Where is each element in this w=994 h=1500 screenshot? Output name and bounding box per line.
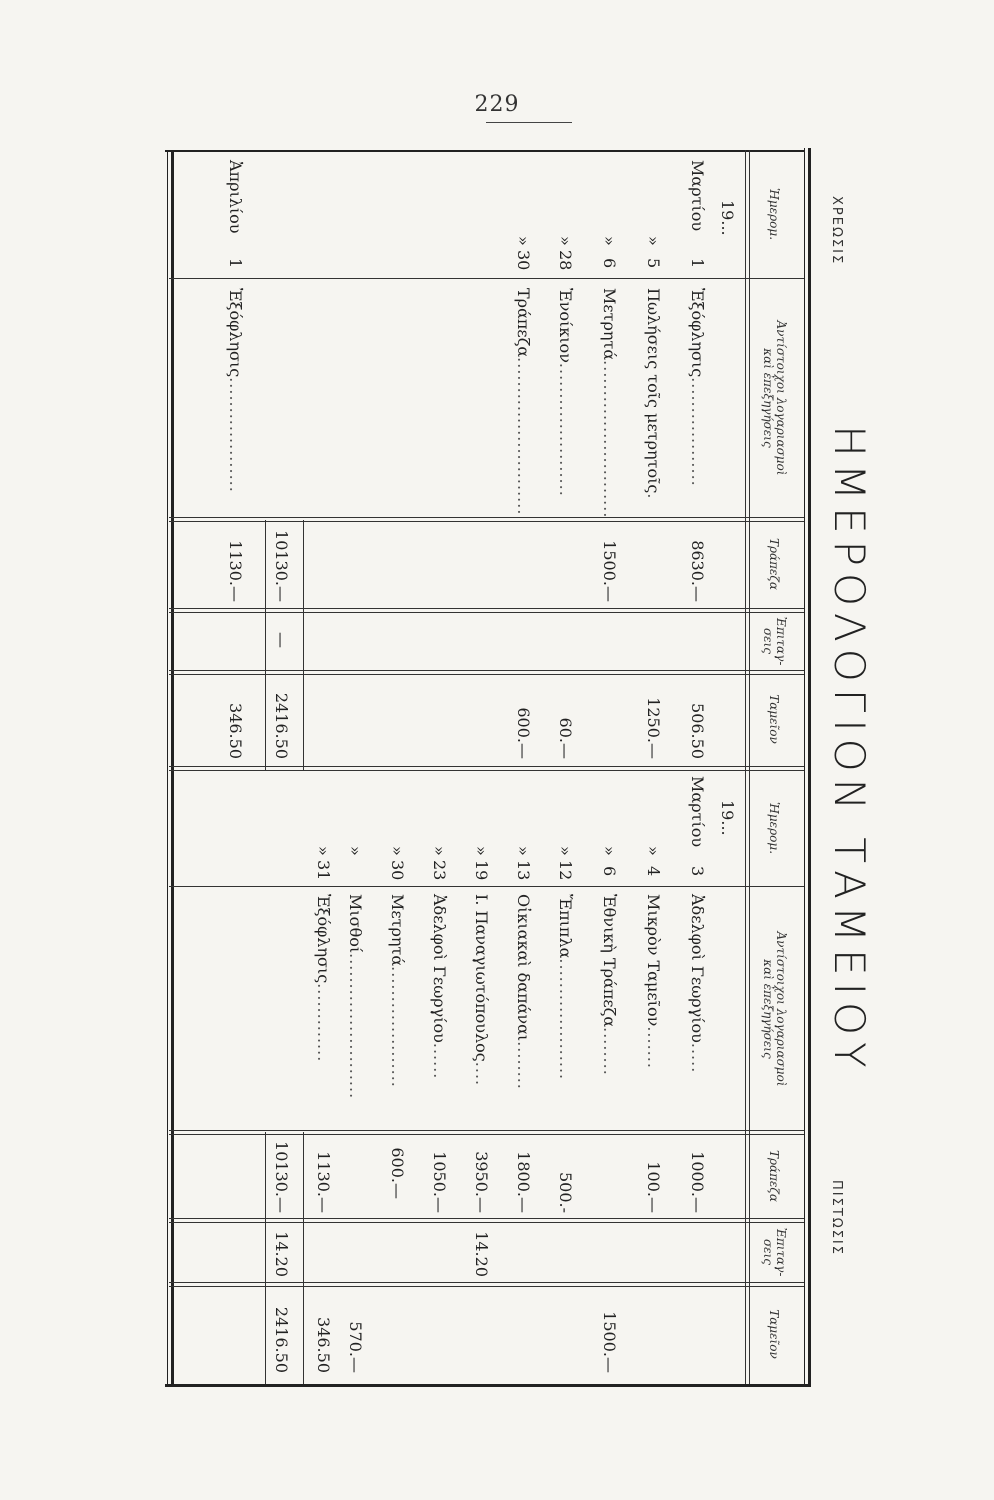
credit-header-cheques-line1: Ἐπιταγ- [774, 1227, 788, 1277]
credit-row-text: Οἰκιακαὶ δαπάναι........ [514, 894, 533, 1090]
credit-header-bank: Τράπεζα [767, 1149, 782, 1203]
debit-year: 19... [718, 200, 737, 236]
credit-header-cash: Ταμεῖον [767, 1309, 782, 1359]
credit-total-cheques: 14.20 [272, 1231, 291, 1277]
debit-header-cheques-line1: Ἐπιταγ- [774, 616, 788, 666]
debit-header-bank: Τράπεζα [767, 537, 782, 591]
debit-row-bank: 1500.— [600, 540, 619, 602]
debit-row-day: 30 [514, 250, 533, 271]
debit-total-rule [265, 520, 266, 770]
credit-row-month: » [346, 846, 365, 856]
credit-year: 19... [718, 800, 737, 836]
credit-row-day: 3 [688, 866, 707, 877]
debit-row-month: Μαρτίου [688, 160, 707, 232]
ledger-title: ΗΜΕΡΟΛΟΓΙΟΝ ΤΑΜΕΙΟΥ [825, 425, 874, 1075]
credit-row-day: 19 [472, 860, 491, 881]
credit-row-month: » [600, 846, 619, 856]
frame-bottom-rule-thin [167, 150, 168, 1386]
credit-row-month: » [430, 846, 449, 856]
credit-date-divider [169, 886, 804, 887]
debit-carry-month: Ἀπριλίου [226, 160, 245, 234]
credit-row-cash: 570.— [346, 1321, 365, 1373]
credit-row-day: 4 [644, 866, 663, 877]
credit-row-text: Ἐθνικὴ Τράπεζα........ [600, 894, 619, 1076]
debit-row-day: 28 [556, 250, 575, 271]
credit-header-cheques-line2: σεις [761, 1238, 775, 1266]
credit-row-text: Ἐξόφλησις............. [314, 894, 333, 1063]
credit-row-text: Ἀδελφοὶ Γεωργίου...... [430, 894, 449, 1080]
debit-header-account-line2: καὶ ἐπεξηγήσεις [761, 348, 775, 448]
credit-header-account-line2: καὶ ἐπεξηγήσεις [761, 959, 775, 1059]
debit-total-cash: 2416.50 [272, 692, 291, 759]
debit-row-month: » [644, 236, 663, 246]
debit-header-cheques-line2: σεις [761, 627, 775, 655]
credit-subtotal-rule [303, 1132, 304, 1384]
credit-header-cheques [750, 1223, 798, 1281]
credit-total-bank: 10130.— [272, 1141, 291, 1213]
credit-row-bank: 1050.— [430, 1151, 449, 1213]
frame-top-rule-thin [804, 148, 805, 1386]
debit-row-bank: 8630.— [688, 540, 707, 602]
credit-total-rule [265, 1132, 266, 1384]
debit-row-month: » [600, 236, 619, 246]
debit-row-cash: 600.— [514, 707, 533, 759]
debit-subtotal-rule [303, 520, 304, 770]
credit-row-month: » [388, 846, 407, 856]
debit-carry-day: 1 [226, 258, 245, 269]
credit-side-label: ΠΙΣΤΩΣΙΣ [829, 1180, 844, 1256]
credit-row-day: 6 [600, 866, 619, 877]
credit-row-bank: 100.— [644, 1161, 663, 1213]
credit-row-cheques: 14.20 [472, 1231, 491, 1277]
credit-row-day: 31 [314, 860, 333, 881]
debit-row-cash: 1250.— [644, 697, 663, 759]
credit-row-day: 23 [430, 860, 449, 881]
credit-row-month: » [556, 846, 575, 856]
debit-carry-bank: 1130.— [226, 540, 245, 602]
credit-row-bank: 500.- [556, 1171, 575, 1213]
debit-row-text: Ἐξόφλησις.................. [688, 288, 707, 487]
debit-header-account [750, 282, 798, 514]
credit-row-text: Μετρητά.................... [388, 894, 407, 1088]
debit-row-day: 1 [688, 258, 707, 269]
debit-row-day: 5 [644, 258, 663, 269]
credit-row-text: Ἀδελφοὶ Γεωργίου..... [688, 894, 707, 1074]
debit-row-day: 6 [600, 258, 619, 269]
debit-row-cash: 506.50 [688, 703, 707, 759]
debit-total-bank: 10130.— [272, 530, 291, 602]
credit-row-text: Μικρὸν Ταμεῖον....... [644, 894, 663, 1069]
debit-header-cash: Ταμεῖον [767, 694, 782, 744]
debit-header-account-line1: Ἀντίστοιχοι λογαριασμοὶ [774, 320, 788, 476]
debit-row-month: » [556, 236, 575, 246]
credit-row-cash: 346.50 [314, 1317, 333, 1373]
debit-total-cheques: — [272, 632, 291, 648]
credit-header-account-line1: Ἀντίστοιχοι λογαριασμοὶ [774, 931, 788, 1087]
credit-row-bank: 600.— [388, 1147, 407, 1199]
credit-row-text: Ἔπιπλα.................... [556, 894, 575, 1081]
credit-row-month: » [314, 846, 333, 856]
credit-row-bank: 1130.— [314, 1151, 333, 1213]
debit-date-divider [169, 278, 804, 279]
debit-carry-text: Ἐξόφλησις................... [226, 288, 245, 493]
debit-header-date: Ἡμερομ. [767, 187, 782, 241]
credit-row-month: Μαρτίου [688, 776, 707, 848]
page-number: 229 [474, 92, 520, 117]
credit-row-bank: 1000.— [688, 1151, 707, 1213]
credit-row-cash: 1500.— [600, 1311, 619, 1373]
credit-row-month: » [472, 846, 491, 856]
credit-row-day: 13 [514, 860, 533, 881]
debit-side-label: ΧΡΕΩΣΙΣ [829, 196, 844, 266]
credit-row-text: Μισθοί........................ [346, 894, 365, 1100]
credit-row-text: Ι. Παναγιωτόπουλος.... [472, 894, 491, 1087]
credit-header-account [750, 890, 798, 1128]
credit-row-bank: 1800.— [514, 1151, 533, 1213]
credit-row-bank: 3950.— [472, 1151, 491, 1213]
debit-header-cheques [750, 613, 798, 669]
debit-row-text: Τράπεζα.......................... [514, 288, 533, 516]
frame-top-rule [808, 148, 811, 1386]
frame-right-rule [165, 1384, 811, 1387]
debit-row-text: Πωλήσεις τοῖς μετρητοῖς. [644, 288, 663, 500]
credit-row-month: » [514, 846, 533, 856]
frame-left-rule [165, 150, 805, 152]
debit-carry-cash: 346.50 [226, 703, 245, 759]
credit-header-date: Ἡμερομ. [767, 801, 782, 855]
credit-row-day: 30 [388, 860, 407, 881]
credit-total-cash: 2416.50 [272, 1306, 291, 1373]
debit-row-cash: 60.— [556, 717, 575, 759]
debit-row-text: Μετρητά.......................... [600, 288, 619, 519]
credit-row-month: » [644, 846, 663, 856]
debit-row-text: Ἐνοίκιον...................... [556, 288, 575, 497]
debit-row-month: » [514, 236, 533, 246]
credit-row-day: 12 [556, 860, 575, 881]
